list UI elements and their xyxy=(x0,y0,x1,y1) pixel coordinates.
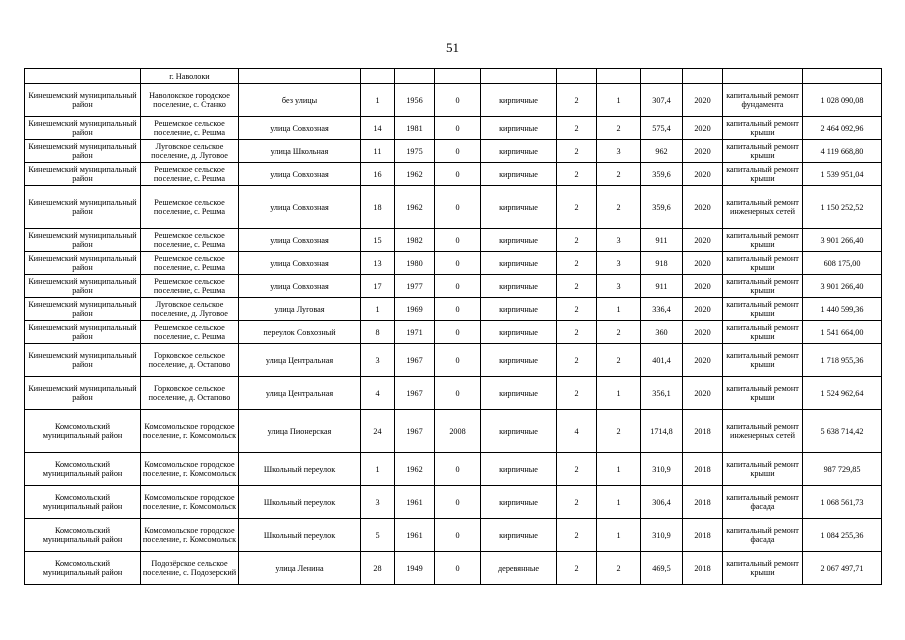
floors-cell: 4 xyxy=(557,410,597,453)
district-cell: Комсомольский муниципальный район xyxy=(25,410,141,453)
settlement-cell: Решемское сельское поселение, с. Решма xyxy=(141,252,239,275)
house-cell: 17 xyxy=(361,275,395,298)
cost-cell: 1 440 599,36 xyxy=(803,298,882,321)
year-built-cell xyxy=(395,69,435,84)
plan-year-cell: 2020 xyxy=(683,229,723,252)
cost-cell: 4 119 668,80 xyxy=(803,140,882,163)
district-cell xyxy=(25,69,141,84)
house-cell: 5 xyxy=(361,519,395,552)
floors-cell xyxy=(557,69,597,84)
cost-cell: 3 901 266,40 xyxy=(803,275,882,298)
year-reconstruction-cell: 0 xyxy=(435,163,481,186)
district-cell: Кинешемский муниципальный район xyxy=(25,117,141,140)
year-built-cell: 1962 xyxy=(395,453,435,486)
street-cell: улица Совхозная xyxy=(239,275,361,298)
settlement-cell: Комсомольское городское поселение, г. Комсомольск xyxy=(141,410,239,453)
district-cell: Комсомольский муниципальный район xyxy=(25,486,141,519)
work-type-cell: капитальный ремонт крыши xyxy=(723,163,803,186)
plan-year-cell: 2018 xyxy=(683,410,723,453)
table-row xyxy=(25,117,882,140)
floors-cell: 2 xyxy=(557,453,597,486)
work-type-cell: капитальный ремонт крыши xyxy=(723,552,803,585)
plan-year-cell: 2018 xyxy=(683,453,723,486)
table-row xyxy=(25,298,882,321)
year-reconstruction-cell: 2008 xyxy=(435,410,481,453)
table-row xyxy=(25,84,882,117)
year-built-cell: 1962 xyxy=(395,186,435,229)
street-cell: улица Совхозная xyxy=(239,252,361,275)
page-number: 51 xyxy=(446,40,459,55)
entrances-cell: 1 xyxy=(597,453,641,486)
entrances-cell: 3 xyxy=(597,252,641,275)
floors-cell: 2 xyxy=(557,186,597,229)
entrances-cell: 1 xyxy=(597,486,641,519)
floors-cell: 2 xyxy=(557,117,597,140)
settlement-cell: г. Наволоки xyxy=(141,69,239,84)
work-type-cell: капитальный ремонт инженерных сетей xyxy=(723,186,803,229)
year-reconstruction-cell: 0 xyxy=(435,552,481,585)
district-cell: Кинешемский муниципальный район xyxy=(25,163,141,186)
wall-material-cell: кирпичные xyxy=(481,229,557,252)
work-type-cell xyxy=(723,69,803,84)
table-row xyxy=(25,377,882,410)
settlement-cell: Комсомольское городское поселение, г. Комсомольск xyxy=(141,486,239,519)
cost-cell xyxy=(803,69,882,84)
street-cell: улица Совхозная xyxy=(239,186,361,229)
year-built-cell: 1975 xyxy=(395,140,435,163)
area-cell: 356,1 xyxy=(641,377,683,410)
floors-cell: 2 xyxy=(557,552,597,585)
entrances-cell: 2 xyxy=(597,163,641,186)
house-cell: 4 xyxy=(361,377,395,410)
entrances-cell: 1 xyxy=(597,519,641,552)
work-type-cell: капитальный ремонт фасада xyxy=(723,519,803,552)
settlement-cell: Решемское сельское поселение, с. Решма xyxy=(141,229,239,252)
year-reconstruction-cell: 0 xyxy=(435,252,481,275)
cost-cell: 1 028 090,08 xyxy=(803,84,882,117)
table-row xyxy=(25,552,882,585)
year-reconstruction-cell: 0 xyxy=(435,186,481,229)
year-built-cell: 1967 xyxy=(395,410,435,453)
cost-cell: 3 901 266,40 xyxy=(803,229,882,252)
wall-material-cell: деревянные xyxy=(481,552,557,585)
year-reconstruction-cell: 0 xyxy=(435,453,481,486)
floors-cell: 2 xyxy=(557,163,597,186)
house-cell: 1 xyxy=(361,453,395,486)
house-cell xyxy=(361,69,395,84)
plan-year-cell: 2020 xyxy=(683,163,723,186)
street-cell: Школьный переулок xyxy=(239,519,361,552)
district-cell: Кинешемский муниципальный район xyxy=(25,344,141,377)
entrances-cell: 2 xyxy=(597,552,641,585)
year-reconstruction-cell xyxy=(435,69,481,84)
year-built-cell: 1962 xyxy=(395,163,435,186)
year-reconstruction-cell: 0 xyxy=(435,298,481,321)
plan-year-cell: 2020 xyxy=(683,275,723,298)
area-cell: 306,4 xyxy=(641,486,683,519)
plan-year-cell: 2020 xyxy=(683,84,723,117)
cost-cell: 1 068 561,73 xyxy=(803,486,882,519)
area-cell: 575,4 xyxy=(641,117,683,140)
cost-cell: 5 638 714,42 xyxy=(803,410,882,453)
wall-material-cell: кирпичные xyxy=(481,321,557,344)
table-row xyxy=(25,486,882,519)
table-row xyxy=(25,252,882,275)
settlement-cell: Решемское сельское поселение, с. Решма xyxy=(141,117,239,140)
wall-material-cell: кирпичные xyxy=(481,84,557,117)
area-cell: 359,6 xyxy=(641,163,683,186)
settlement-cell: Решемское сельское поселение, с. Решма xyxy=(141,275,239,298)
house-cell: 13 xyxy=(361,252,395,275)
street-cell: Школьный переулок xyxy=(239,453,361,486)
area-cell: 911 xyxy=(641,229,683,252)
plan-year-cell: 2020 xyxy=(683,377,723,410)
plan-year-cell: 2018 xyxy=(683,486,723,519)
housing-repair-table xyxy=(24,68,882,585)
plan-year-cell: 2020 xyxy=(683,321,723,344)
plan-year-cell: 2020 xyxy=(683,140,723,163)
area-cell: 469,5 xyxy=(641,552,683,585)
wall-material-cell: кирпичные xyxy=(481,140,557,163)
floors-cell: 2 xyxy=(557,298,597,321)
area-cell: 336,4 xyxy=(641,298,683,321)
wall-material-cell: кирпичные xyxy=(481,252,557,275)
floors-cell: 2 xyxy=(557,140,597,163)
cost-cell: 1 524 962,64 xyxy=(803,377,882,410)
year-reconstruction-cell: 0 xyxy=(435,84,481,117)
table-row xyxy=(25,163,882,186)
wall-material-cell: кирпичные xyxy=(481,453,557,486)
street-cell: Школьный переулок xyxy=(239,486,361,519)
entrances-cell: 2 xyxy=(597,344,641,377)
year-built-cell: 1967 xyxy=(395,377,435,410)
house-cell: 3 xyxy=(361,344,395,377)
wall-material-cell: кирпичные xyxy=(481,410,557,453)
table-row xyxy=(25,275,882,298)
cost-cell: 987 729,85 xyxy=(803,453,882,486)
area-cell: 310,9 xyxy=(641,453,683,486)
cost-cell: 1 541 664,00 xyxy=(803,321,882,344)
area-cell xyxy=(641,69,683,84)
floors-cell: 2 xyxy=(557,84,597,117)
entrances-cell: 1 xyxy=(597,377,641,410)
work-type-cell: капитальный ремонт инженерных сетей xyxy=(723,410,803,453)
settlement-cell: Решемское сельское поселение, с. Решма xyxy=(141,163,239,186)
street-cell: улица Пионерская xyxy=(239,410,361,453)
year-reconstruction-cell: 0 xyxy=(435,140,481,163)
work-type-cell: капитальный ремонт крыши xyxy=(723,117,803,140)
work-type-cell: капитальный ремонт крыши xyxy=(723,252,803,275)
district-cell: Кинешемский муниципальный район xyxy=(25,229,141,252)
entrances-cell: 3 xyxy=(597,140,641,163)
year-built-cell: 1956 xyxy=(395,84,435,117)
wall-material-cell: кирпичные xyxy=(481,486,557,519)
district-cell: Кинешемский муниципальный район xyxy=(25,140,141,163)
settlement-cell: Горковское сельское поселение, д. Остапово xyxy=(141,377,239,410)
district-cell: Комсомольский муниципальный район xyxy=(25,453,141,486)
area-cell: 360 xyxy=(641,321,683,344)
plan-year-cell xyxy=(683,69,723,84)
year-reconstruction-cell: 0 xyxy=(435,229,481,252)
wall-material-cell: кирпичные xyxy=(481,275,557,298)
floors-cell: 2 xyxy=(557,344,597,377)
house-cell: 28 xyxy=(361,552,395,585)
street-cell: улица Центральная xyxy=(239,344,361,377)
table-row xyxy=(25,140,882,163)
area-cell: 1714,8 xyxy=(641,410,683,453)
settlement-cell: Решемское сельское поселение, с. Решма xyxy=(141,321,239,344)
street-cell xyxy=(239,69,361,84)
year-reconstruction-cell: 0 xyxy=(435,486,481,519)
street-cell: без улицы xyxy=(239,84,361,117)
work-type-cell: капитальный ремонт крыши xyxy=(723,229,803,252)
settlement-cell: Луговское сельское поселение, д. Луговое xyxy=(141,298,239,321)
wall-material-cell: кирпичные xyxy=(481,186,557,229)
floors-cell: 2 xyxy=(557,486,597,519)
district-cell: Кинешемский муниципальный район xyxy=(25,84,141,117)
house-cell: 1 xyxy=(361,298,395,321)
settlement-cell: Луговское сельское поселение, д. Луговое xyxy=(141,140,239,163)
year-built-cell: 1969 xyxy=(395,298,435,321)
year-reconstruction-cell: 0 xyxy=(435,321,481,344)
year-built-cell: 1981 xyxy=(395,117,435,140)
settlement-cell: Решемское сельское поселение, с. Решма xyxy=(141,186,239,229)
street-cell: улица Луговая xyxy=(239,298,361,321)
entrances-cell: 1 xyxy=(597,298,641,321)
entrances-cell: 2 xyxy=(597,186,641,229)
settlement-cell: Подозёрское сельское поселение, с. Подозерский xyxy=(141,552,239,585)
plan-year-cell: 2020 xyxy=(683,298,723,321)
work-type-cell: капитальный ремонт фасада xyxy=(723,486,803,519)
plan-year-cell: 2018 xyxy=(683,519,723,552)
table-row xyxy=(25,321,882,344)
wall-material-cell: кирпичные xyxy=(481,519,557,552)
area-cell: 310,9 xyxy=(641,519,683,552)
year-reconstruction-cell: 0 xyxy=(435,377,481,410)
work-type-cell: капитальный ремонт крыши xyxy=(723,344,803,377)
table-row xyxy=(25,519,882,552)
wall-material-cell: кирпичные xyxy=(481,344,557,377)
work-type-cell: капитальный ремонт крыши xyxy=(723,377,803,410)
cost-cell: 1 539 951,04 xyxy=(803,163,882,186)
year-built-cell: 1977 xyxy=(395,275,435,298)
plan-year-cell: 2020 xyxy=(683,344,723,377)
entrances-cell: 2 xyxy=(597,410,641,453)
plan-year-cell: 2020 xyxy=(683,186,723,229)
table-row xyxy=(25,229,882,252)
wall-material-cell: кирпичные xyxy=(481,377,557,410)
area-cell: 918 xyxy=(641,252,683,275)
entrances-cell xyxy=(597,69,641,84)
house-cell: 1 xyxy=(361,84,395,117)
work-type-cell: капитальный ремонт крыши xyxy=(723,275,803,298)
wall-material-cell: кирпичные xyxy=(481,163,557,186)
area-cell: 401,4 xyxy=(641,344,683,377)
year-built-cell: 1961 xyxy=(395,486,435,519)
district-cell: Кинешемский муниципальный район xyxy=(25,321,141,344)
area-cell: 359,6 xyxy=(641,186,683,229)
wall-material-cell: кирпичные xyxy=(481,298,557,321)
wall-material-cell: кирпичные xyxy=(481,117,557,140)
district-cell: Кинешемский муниципальный район xyxy=(25,377,141,410)
plan-year-cell: 2018 xyxy=(683,552,723,585)
year-built-cell: 1982 xyxy=(395,229,435,252)
work-type-cell: капитальный ремонт крыши xyxy=(723,298,803,321)
entrances-cell: 1 xyxy=(597,84,641,117)
plan-year-cell: 2020 xyxy=(683,252,723,275)
cost-cell: 608 175,00 xyxy=(803,252,882,275)
entrances-cell: 3 xyxy=(597,229,641,252)
district-cell: Комсомольский муниципальный район xyxy=(25,552,141,585)
district-cell: Кинешемский муниципальный район xyxy=(25,252,141,275)
house-cell: 3 xyxy=(361,486,395,519)
settlement-cell: Наволокское городское поселение, с. Станко xyxy=(141,84,239,117)
year-reconstruction-cell: 0 xyxy=(435,519,481,552)
cost-cell: 1 084 255,36 xyxy=(803,519,882,552)
settlement-cell: Комсомольское городское поселение, г. Комсомольск xyxy=(141,519,239,552)
district-cell: Кинешемский муниципальный район xyxy=(25,298,141,321)
street-cell: улица Центральная xyxy=(239,377,361,410)
street-cell: улица Школьная xyxy=(239,140,361,163)
house-cell: 11 xyxy=(361,140,395,163)
table-row-continuation xyxy=(25,69,882,84)
floors-cell: 2 xyxy=(557,321,597,344)
settlement-cell: Комсомольское городское поселение, г. Комсомольск xyxy=(141,453,239,486)
floors-cell: 2 xyxy=(557,275,597,298)
floors-cell: 2 xyxy=(557,252,597,275)
district-cell: Комсомольский муниципальный район xyxy=(25,519,141,552)
entrances-cell: 3 xyxy=(597,275,641,298)
floors-cell: 2 xyxy=(557,377,597,410)
year-built-cell: 1967 xyxy=(395,344,435,377)
cost-cell: 2 067 497,71 xyxy=(803,552,882,585)
year-reconstruction-cell: 0 xyxy=(435,117,481,140)
entrances-cell: 2 xyxy=(597,117,641,140)
cost-cell: 1 718 955,36 xyxy=(803,344,882,377)
street-cell: улица Совхозная xyxy=(239,163,361,186)
street-cell: улица Ленина xyxy=(239,552,361,585)
work-type-cell: капитальный ремонт крыши xyxy=(723,140,803,163)
street-cell: улица Совхозная xyxy=(239,117,361,140)
district-cell: Кинешемский муниципальный район xyxy=(25,186,141,229)
work-type-cell: капитальный ремонт крыши xyxy=(723,453,803,486)
house-cell: 15 xyxy=(361,229,395,252)
table-row xyxy=(25,453,882,486)
cost-cell: 1 150 252,52 xyxy=(803,186,882,229)
street-cell: переулок Совхозный xyxy=(239,321,361,344)
year-reconstruction-cell: 0 xyxy=(435,344,481,377)
floors-cell: 2 xyxy=(557,229,597,252)
plan-year-cell: 2020 xyxy=(683,117,723,140)
house-cell: 14 xyxy=(361,117,395,140)
house-cell: 16 xyxy=(361,163,395,186)
work-type-cell: капитальный ремонт крыши xyxy=(723,321,803,344)
area-cell: 307,4 xyxy=(641,84,683,117)
table-row xyxy=(25,344,882,377)
table-row xyxy=(25,410,882,453)
year-built-cell: 1971 xyxy=(395,321,435,344)
district-cell: Кинешемский муниципальный район xyxy=(25,275,141,298)
year-reconstruction-cell: 0 xyxy=(435,275,481,298)
cost-cell: 2 464 092,96 xyxy=(803,117,882,140)
street-cell: улица Совхозная xyxy=(239,229,361,252)
settlement-cell: Горковское сельское поселение, д. Остапово xyxy=(141,344,239,377)
year-built-cell: 1949 xyxy=(395,552,435,585)
table-row xyxy=(25,186,882,229)
house-cell: 24 xyxy=(361,410,395,453)
house-cell: 8 xyxy=(361,321,395,344)
wall-material-cell xyxy=(481,69,557,84)
floors-cell: 2 xyxy=(557,519,597,552)
work-type-cell: капитальный ремонт фундамента xyxy=(723,84,803,117)
entrances-cell: 2 xyxy=(597,321,641,344)
area-cell: 911 xyxy=(641,275,683,298)
house-cell: 18 xyxy=(361,186,395,229)
area-cell: 962 xyxy=(641,140,683,163)
year-built-cell: 1961 xyxy=(395,519,435,552)
year-built-cell: 1980 xyxy=(395,252,435,275)
